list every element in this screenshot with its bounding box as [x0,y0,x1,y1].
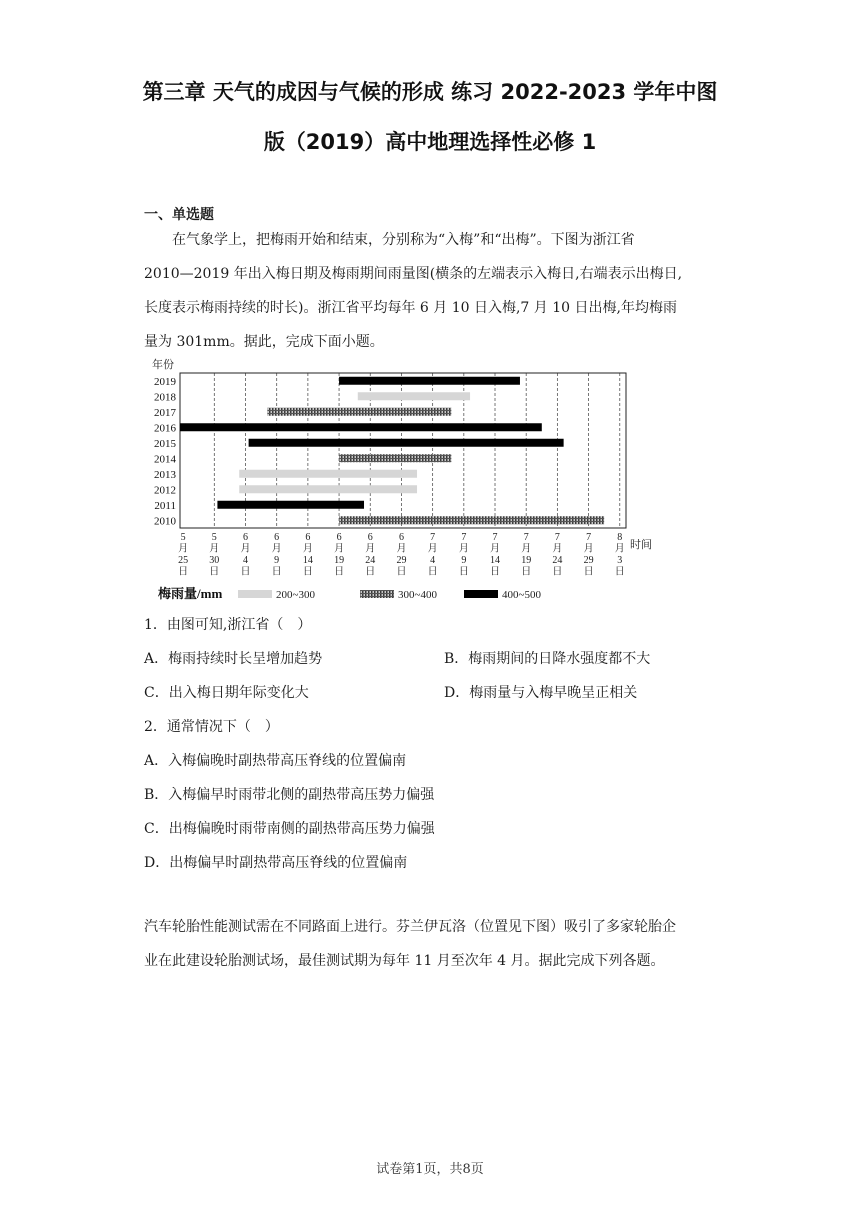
year-label: 2019 [154,375,176,388]
x-tick-label: 月 [396,543,407,555]
question-2-option-d[interactable]: D．出梅偏早时副热带高压脊线的位置偏南 [144,855,408,871]
x-tick-label: 日 [583,566,594,578]
bar-2013 [239,470,417,478]
x-tick-label: 月 [209,543,220,555]
x-tick-label: 7 [523,532,529,543]
x-tick-label: 7 [461,532,467,543]
x-tick-label: 14 [302,555,313,566]
bar-2010 [339,516,604,524]
question-1-option-d[interactable]: D．梅雨量与入梅早晚呈正相关 [444,685,638,701]
intro-line: 量为 301mm。据此，完成下面小题。 [144,334,384,350]
x-tick-label: 6 [336,532,342,543]
intro-line: 2010—2019 年出入梅日期及梅雨期间雨量图(横条的左端表示入梅日,右端表示出梅日, [144,266,683,282]
year-label: 2011 [154,499,176,512]
x-tick-label: 月 [240,543,251,555]
bar-2018 [358,392,470,400]
x-tick-label: 月 [365,543,376,555]
x-tick-label: 日 [302,566,313,578]
question-2-option-a[interactable]: A．入梅偏晚时副热带高压脊线的位置偏南 [144,753,407,769]
x-tick-label: 日 [614,566,625,578]
intro-line: 长度表示梅雨持续的时长)。浙江省平均每年 6 月 10 日入梅,7 月 10 日出梅,年均梅雨 [144,300,677,316]
x-tick-label: 5 [211,532,217,543]
question-2-stem: 2．通常情况下（ ） [144,719,279,735]
y-axis-label: 年份 [152,359,174,371]
x-tick-labels [178,532,625,578]
document-title-line-1: 第三章 天气的成因与气候的形成 练习 2022-2023 学年中图 [142,80,718,104]
x-tick-label: 9 [461,555,467,566]
bar-2015 [249,439,564,447]
x-tick-label: 月 [458,543,469,555]
plum-rain-chart [146,356,686,606]
x-tick-label: 日 [552,566,563,578]
x-tick-label: 7 [554,532,560,543]
x-tick-label: 月 [178,543,189,555]
x-tick-label: 月 [614,543,625,555]
question-2-option-c[interactable]: C．出梅偏晚时雨带南侧的副热带高压势力偏强 [144,821,435,837]
x-tick-label: 月 [302,543,313,555]
x-tick-label: 日 [521,566,532,578]
legend-label: 200~300 [276,589,315,601]
x-tick-label: 7 [430,532,436,543]
x-tick-label: 25 [178,555,189,566]
x-axis-label: 时间 [630,539,652,551]
question-1-stem: 1．由图可知,浙江省（ ） [144,617,312,633]
x-tick-label: 日 [271,566,282,578]
question-1-option-b[interactable]: B．梅雨期间的日降水强度都不大 [444,651,651,667]
x-tick-label: 日 [209,566,220,578]
question-2-option-b[interactable]: B．入梅偏早时雨带北侧的副热带高压势力偏强 [144,787,435,803]
bar-2014 [339,454,451,462]
x-tick-label: 日 [427,566,438,578]
legend-label: 400~500 [502,589,541,601]
x-tick-label: 19 [334,555,345,566]
legend-swatch [360,590,394,598]
legend-label: 300~400 [398,589,437,601]
x-tick-label: 6 [305,532,311,543]
x-tick-label: 4 [242,555,248,566]
x-tick-label: 月 [490,543,501,555]
year-label: 2016 [154,422,176,435]
x-tick-label: 14 [490,555,501,566]
x-tick-label: 日 [458,566,469,578]
intro-paragraph [144,223,719,359]
year-labels [154,376,177,528]
x-tick-label: 6 [398,532,404,543]
x-tick-label: 30 [209,555,220,566]
passage-2 [144,910,719,978]
x-tick-label: 日 [334,566,345,578]
passage-2-line: 汽车轮胎性能测试需在不同路面上进行。芬兰伊瓦洛（位置见下图）吸引了多家轮胎企 [144,919,676,935]
x-tick-label: 29 [396,555,407,566]
x-tick-label: 29 [583,555,594,566]
x-tick-label: 6 [274,532,280,543]
x-tick-label: 日 [178,566,189,578]
question-1-option-a[interactable]: A．梅雨持续时长呈增加趋势 [144,651,323,667]
x-tick-label: 4 [430,555,436,566]
page-footer: 试卷第1页，共8页 [376,1162,484,1177]
x-tick-label: 24 [552,555,563,566]
question-1-option-c[interactable]: C．出入梅日期年际变化大 [144,685,309,701]
legend-title: 梅雨量/mm [158,586,223,601]
x-tick-label: 月 [583,543,594,555]
bar-2019 [339,377,520,385]
x-tick-label: 24 [365,555,376,566]
x-tick-label: 日 [490,566,501,578]
passage-2-line: 业在此建设轮胎测试场，最佳测试期为每年 11 月至次年 4 月。据此完成下列各题。 [144,953,665,969]
document-title-line-2: 版（2019）高中地理选择性必修 1 [263,130,597,154]
x-tick-label: 9 [274,555,280,566]
year-label: 2014 [154,453,176,466]
legend-swatch [464,590,498,598]
x-tick-label: 月 [552,543,563,555]
x-tick-label: 7 [492,532,498,543]
x-tick-label: 月 [427,543,438,555]
year-label: 2010 [154,515,176,528]
year-label: 2013 [154,468,176,481]
intro-line: 在气象学上，把梅雨开始和结束，分别称为“入梅”和“出梅”。下图为浙江省 [144,232,635,248]
legend-swatch [238,590,272,598]
section-heading: 一、单选题 [144,207,214,223]
x-tick-label: 日 [365,566,376,578]
x-tick-label: 7 [586,532,592,543]
x-tick-label: 6 [242,532,248,543]
x-tick-label: 3 [617,555,623,566]
x-tick-label: 日 [240,566,251,578]
x-tick-label: 5 [180,532,186,543]
year-label: 2015 [154,437,176,450]
bar-2017 [267,408,451,416]
bar-2012 [239,485,417,493]
bar-2016 [180,423,542,431]
x-tick-label: 月 [271,543,282,555]
year-label: 2018 [154,391,176,404]
year-label: 2017 [154,406,176,419]
year-label: 2012 [154,484,176,497]
x-tick-label: 6 [367,532,373,543]
x-tick-label: 日 [396,566,407,578]
chart-legend [238,589,541,601]
x-tick-label: 8 [617,532,623,543]
x-tick-label: 月 [334,543,345,555]
chart-bars [180,377,604,525]
bar-2011 [217,501,364,509]
x-tick-label: 月 [521,543,532,555]
x-tick-label: 19 [521,555,532,566]
